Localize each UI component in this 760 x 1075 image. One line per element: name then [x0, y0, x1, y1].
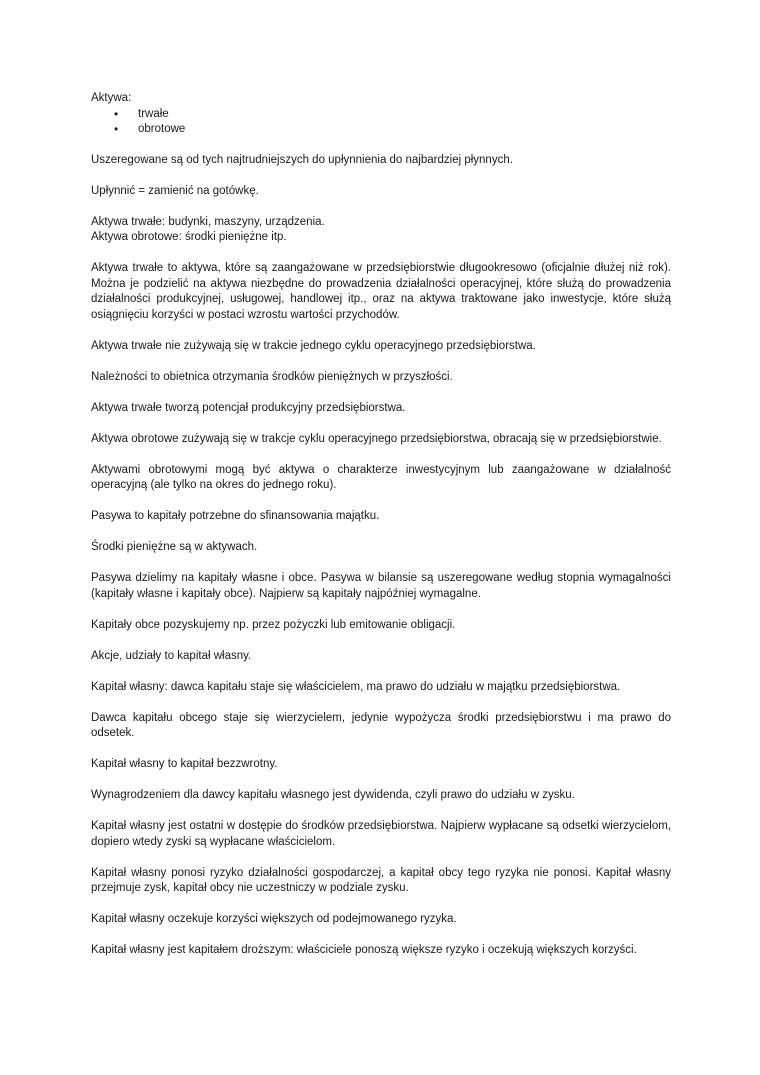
paragraph: Upłynnić = zamienić na gotówkę.: [91, 184, 259, 197]
paragraph: Aktywa trwałe tworzą potencjał produkcyjny przedsiębiorstwa.: [91, 401, 406, 414]
paragraph: Wynagrodzeniem dla dawcy kapitału własnego jest dywidenda, czyli prawo do udziału w zysku.: [91, 789, 575, 801]
list-item: • obrotowe: [114, 122, 671, 138]
paragraph: Kapitały obce pozyskujemy np. przez pożyczki lub emitowanie obligacji.: [91, 618, 456, 631]
paragraph: Środki pieniężne są w aktywach.: [91, 541, 258, 553]
paragraph: Aktywa obrotowe zużywają się w trakcje cyklu operacyjnego przedsiębiorstwa, obracają się w przedsiębiorstwie.: [91, 432, 662, 445]
paragraph: Aktywami obrotowymi mogą być aktywa o charakterze inwestycyjnym lub zaangażowane w działalność operacyjną (ale tylko na okres do jednego roku).: [91, 463, 671, 491]
aktywa-heading: Aktywa:: [91, 92, 132, 104]
paragraph: Uszeregowane są od tych najtrudniejszych do upłynnienia do najbardziej płynnych.: [91, 153, 513, 166]
paragraph: Kapitał własny to kapitał bezzwrotny.: [91, 758, 278, 770]
paragraph: Aktywa trwałe nie zużywają się w trakcie jednego cyklu operacyjnego przedsiębiorstwa.: [91, 339, 536, 352]
paragraph: Dawca kapitału obcego staje się wierzycielem, jedynie wypożycza środki przedsiębiorstwu i ma prawo do odsetek.: [91, 711, 671, 739]
paragraph: Aktywa trwałe to aktywa, które są zaangażowane w przedsiębiorstwie długookresowo (oficjalnie dłużej niż rok). Można je podzielić na aktywa niezbędne do prowadzenia działalności operacyjnej, które służą do prowadzenia działalności produkcyjnej, usługowej, handlowej itp., oraz na aktywa traktowane jako inwestycje, które służą osiągnięciu korzyści w postaci wzrostu wartości przychodów.: [91, 262, 671, 321]
aktywa-types-list: [91, 107, 671, 138]
paragraph: Akcje, udziały to kapitał własny.: [91, 649, 252, 662]
paragraph: Pasywa dzielimy na kapitały własne i obce. Pasywa w bilansie są uszeregowane według stopnia wymagalności (kapitały własne i kapitały obce). Najpierw są kapitały najpóźniej wymagalne.: [91, 572, 671, 600]
list-item: • trwałe: [114, 107, 671, 123]
paragraph: Kapitał własny oczekuje korzyści większych od podejmowanego ryzyka.: [91, 913, 457, 925]
paragraph: Należności to obietnica otrzymania środków pieniężnych w przyszłości.: [91, 370, 453, 383]
paragraph: Kapitał własny jest kapitałem droższym: właściciele ponoszą większe ryzyko i oczekują większych korzyści.: [91, 944, 637, 956]
paragraph: Aktywa trwałe: budynki, maszyny, urządzenia. Aktywa obrotowe: środki pieniężne itp.: [91, 215, 325, 243]
paragraph: Kapitał własny: dawca kapitału staje się właścicielem, ma prawo do udziału w majątku przedsiębiorstwa.: [91, 680, 621, 693]
paragraph: Kapitał własny jest ostatni w dostępie do środków przedsiębiorstwa. Najpierw wypłacane są odsetki wierzycielom, dopiero wtedy zyski są wypłacane właścicielom.: [91, 820, 671, 848]
paragraph: Pasywa to kapitały potrzebne do sfinansowania majątku.: [91, 510, 380, 522]
paragraph: Kapitał własny ponosi ryzyko działalności gospodarczej, a kapitał obcy tego ryzyka nie ponosi. Kapitał własny przejmuje zysk, kapitał obcy nie uczestniczy w podziale zysku.: [91, 866, 671, 894]
